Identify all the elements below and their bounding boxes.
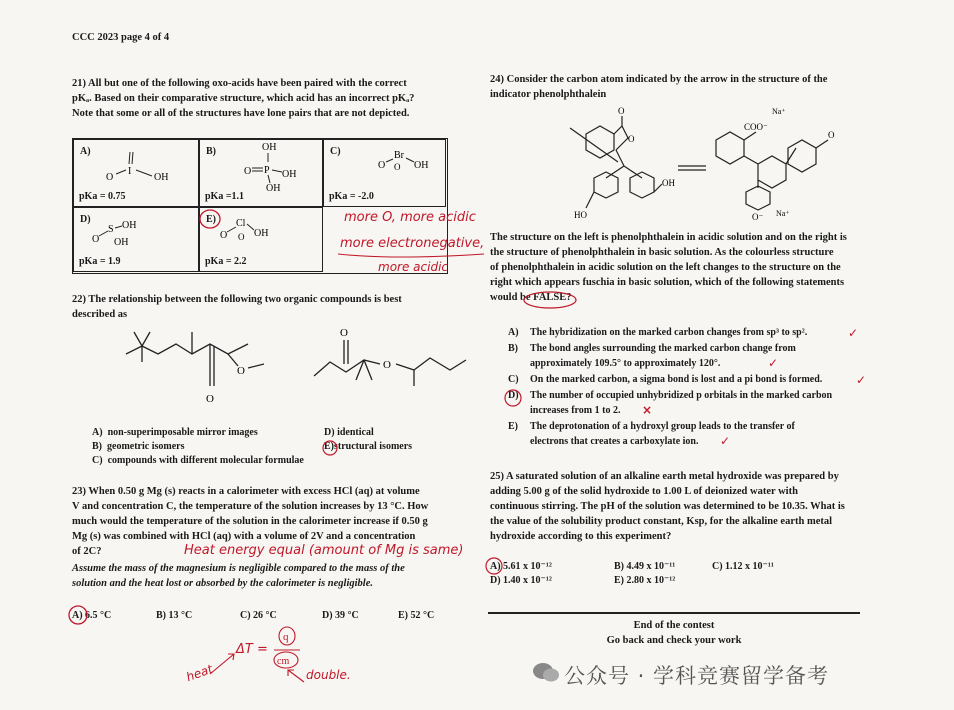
check-mark: ✓ [720,434,731,448]
cell-label: C) [330,146,341,157]
circle-annotation [484,556,504,576]
question-21 [72,76,452,121]
atom-oh: OH [122,220,137,231]
q21-line: 21) All but one of the following oxo-acids have been paired with the correct [72,78,407,89]
q23-assume-line: solution and the heat lost or absorbed by the calorimeter is negligible. [72,578,374,589]
q23-line: of 2C? [72,546,102,557]
circle-annotation [522,290,582,310]
q21-cell-b [199,139,323,207]
atom-ho: HO [574,210,587,220]
arrow-annotation [284,666,308,686]
atom-o: O [618,106,625,116]
phosphoric-acid-structure [238,140,322,192]
iodic-acid-structure [94,148,194,186]
option-letter: B) [92,441,102,452]
option-text: The bond angles surrounding the marked carbon change from [530,343,796,354]
q23-assume-line: Assume the mass of the magnesium is negligible compared to the mass of the [72,563,405,574]
handwritten-note: Heat energy equal (amount of Mg is same) [184,543,464,558]
q22-line: 22) The relationship between the following two organic compounds is best [72,294,402,305]
q23-line: 23) When 0.50 g Mg (s) reacts in a calorimeter with excess HCl (aq) at volume [72,486,420,497]
atom-cl: Cl [236,218,246,229]
atom-o: O [628,134,635,144]
atom-oh: OH [154,172,169,183]
q24-line: indicator phenolphthalein [490,89,607,100]
answer-option: A) 6.5 °C [72,610,112,621]
q21-cell-c [323,139,446,207]
atom-o: O [378,160,386,171]
q25-line: the value of the solubility product constant, Ksp, for the alkaline earth metal [490,516,833,527]
atom-br: Br [394,150,404,161]
atom-oh: OH [266,183,281,192]
atom-o: O [206,393,214,405]
atom-o: O [244,166,252,177]
wechat-icon [532,660,560,684]
q25-line: hydroxide according to this experiment? [490,531,672,542]
pka-value: pKa = 1.9 [79,256,121,267]
ketone-ether-structure [310,320,470,390]
cell-label: E) [206,214,216,225]
ester-structure [120,326,270,416]
answer-option: B) 4.49 x 10⁻¹¹ [614,561,676,572]
answer-option: B) 13 °C [156,610,193,621]
option-text: non-superimposable mirror images [107,427,258,438]
option-letter: E) [324,441,334,452]
q25-line: adding 5.00 g of the solid hydroxide to 1.00 L of deionized water with [490,486,798,497]
answer-option: E) 2.80 x 10⁻¹² [614,575,676,586]
arrow-annotation [206,648,240,678]
atom-o: O [383,359,391,371]
check-mark: ✓ [856,373,867,387]
pka-value: pKa = -2.0 [329,191,374,202]
answer-option: E) 52 °C [398,610,435,621]
q24-options [508,326,878,451]
q24-desc-line: would be FALSE? [490,292,572,303]
atom-o: O [92,234,100,245]
option-letter: D) [508,390,519,401]
q21-line: Note that some or all of the structures have lone pairs that are not depicted. [72,108,410,119]
atom-oh: OH [414,160,429,171]
q21-line: pKₐ. Based on their comparative structure, which acid has an incorrect pKₐ? [72,93,415,104]
circle-annotation [198,208,224,230]
q22-options [92,426,304,468]
cell-label: D) [80,214,91,225]
handwritten-note: ΔT = [236,642,268,657]
atom-p: P [264,165,270,176]
answer-option: D) 39 °C [322,610,359,621]
end-text: End of the contest [633,620,715,631]
check-text: Go back and check your work [606,635,742,646]
pka-value: pKa =1.1 [205,191,245,202]
answer-option: A) 5.61 x 10⁻¹² [490,561,552,572]
q24-desc-line: the structure of phenolphthalein in basic solution. As the colourless structure [490,247,834,258]
option-text: increases from 1 to 2. [530,405,621,416]
phenolphthalein-structures [566,104,866,222]
check-mark: ✓ [848,326,859,340]
atom-o: O [106,172,114,183]
handwritten-note: more O, more acidic [344,210,476,225]
check-mark: ✓ [768,356,779,370]
q24-line: 24) Consider the carbon atom indicated by the arrow in the structure of the [490,74,828,85]
option-letter: C) [92,455,103,466]
page-header: CCC 2023 page 4 of 4 [72,32,170,43]
option-letter: A) [92,427,103,438]
option-text: approximately 109.5° to approximately 120°. [530,358,721,369]
atom-i: I [128,166,132,177]
option-text: geometric isomers [107,441,185,452]
option-text: The hybridization on the marked carbon changes from sp³ to sp². [530,327,808,338]
cell-label: B) [206,146,216,157]
q25-line: continuous stirring. The pH of the solution was determined to be 10.35. What is [490,501,845,512]
handwritten-note: double. [306,668,351,682]
atom-o: O [220,230,228,241]
q24-desc-line: The structure on the left is phenolphthalein in acidic solution and on the right is [490,232,847,243]
handwritten-fraction [272,624,302,672]
underline-annotation [334,232,494,262]
atom-oh: OH [114,237,129,248]
end-divider [488,612,860,614]
handwritten-note: heat [184,661,215,685]
question-24 [490,72,870,102]
option-letter: C) [508,374,519,385]
q23-assumption [72,561,472,591]
handwritten-note: more acidic [378,260,448,274]
atom-oh: OH [662,178,675,188]
question-25 [490,469,880,544]
handwritten-cm: cm [277,656,290,667]
cross-mark: × [642,403,653,417]
cell-label: A) [80,146,91,157]
atom-s: S [108,224,114,235]
circle-annotation [68,604,90,626]
sulfuric-acid-structure [84,214,164,248]
atom-o: O [238,232,245,242]
handwritten-note: more electronegative, [340,236,485,251]
option-text: The number of occupied unhybridized p orbitals in the marked carbon [530,390,833,401]
q23-line: Mg (s) was combined with HCl (aq) with a volume of 2V and a concentration [72,531,416,542]
atom-oh: OH [282,169,297,180]
option-letter: B) [508,343,518,354]
option-letter: D) [324,427,335,438]
sodium-label: Na⁺ [776,209,790,218]
q21-cell-a [73,139,199,207]
atom-oh: OH [254,228,269,239]
answer-option: D) 1.40 x 10⁻¹² [490,575,552,586]
q24-desc-line: right which appears fuschia in basic solution, which of the following statements [490,277,845,288]
atom-o: O [394,162,401,172]
circle-annotation [321,439,339,457]
pka-value: pKa = 2.2 [205,256,247,267]
atom-o: O [828,130,835,140]
handwritten-q: q [283,631,289,643]
q25-answers [490,560,870,594]
sodium-label: Na⁺ [772,107,786,116]
option-letter: A) [508,327,519,338]
option-text: electrons that creates a carboxylate ion. [530,436,699,447]
end-of-contest [488,618,860,648]
answer-option: C) 26 °C [240,610,277,621]
watermark-text: 公众号 · 学科竞赛留学备考 [564,664,830,688]
option-text: structural isomers [334,441,413,452]
atom-o: O [237,365,245,377]
q25-line: 25) A saturated solution of an alkaline earth metal hydroxide was prepared by [490,471,839,482]
q23-line: much would the temperature of the solution in the calorimeter increase if 0.50 g [72,516,428,527]
atom-oh: OH [262,142,277,153]
chloric-acid-structure [214,212,294,248]
option-text: compounds with different molecular formulae [107,455,304,466]
perbromic-acid-structure [376,146,446,178]
option-letter: E) [508,421,518,432]
question-22 [72,292,452,322]
q24-desc-line: of phenolphthalein in acidic solution on the left changes to the structure on the [490,262,841,273]
atom-o: O [340,327,348,339]
answer-option: C) 1.12 x 10⁻¹¹ [712,561,774,572]
pka-value: pKa = 0.75 [79,191,126,202]
option-text: The deprotonation of a hydroxyl group leads to the transfer of [530,421,795,432]
option-text: On the marked carbon, a sigma bond is lost and a pi bond is formed. [530,374,823,385]
phenoxide-label: O⁻ [752,212,764,222]
q23-line: V and concentration C, the temperature of the solution increases by 13 °C. How [72,501,429,512]
carboxylate-label: COO⁻ [744,122,768,132]
circle-annotation [504,388,524,408]
q21-cell-d [73,207,199,272]
option-text: identical [337,427,374,438]
q22-line: described as [72,309,128,320]
